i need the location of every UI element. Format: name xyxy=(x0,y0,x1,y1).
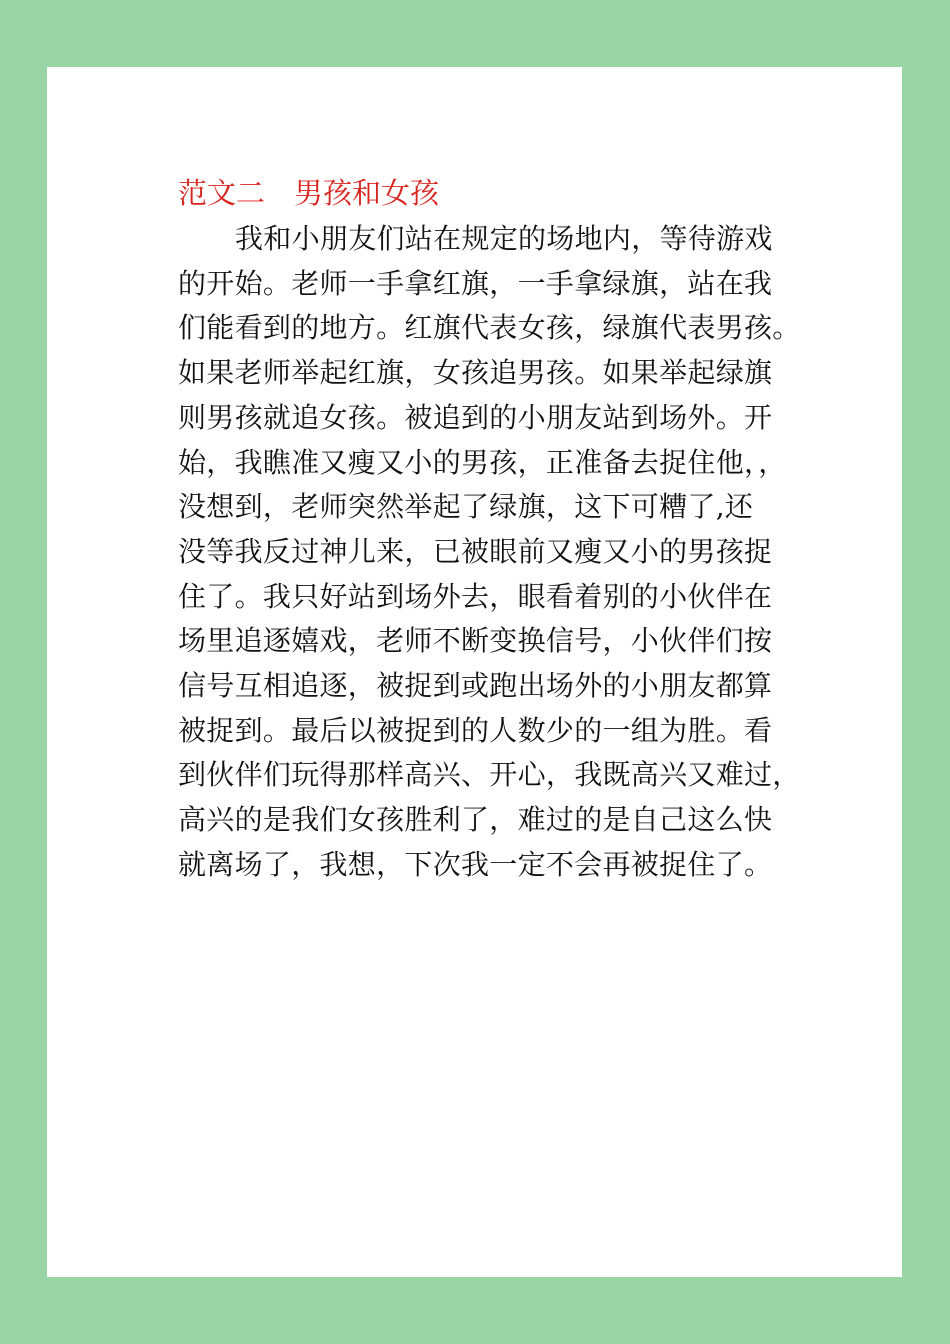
essay-line: 我和小朋友们站在规定的场地内，等待游戏 xyxy=(235,222,773,255)
essay-title: 范文二 男孩和女孩 xyxy=(178,176,440,210)
essay-body xyxy=(178,217,801,888)
paper-page xyxy=(47,67,902,1277)
essay-line: 信号互相追逐，被捉到或跑出场外的小朋友都算 xyxy=(178,669,773,703)
essay-line: 场里追逐嬉戏，老师不断变换信号，小伙伴们按 xyxy=(178,624,773,658)
essay-line: 们能看到的地方。红旗代表女孩，绿旗代表男孩。 xyxy=(178,311,801,345)
essay-line: 住了。我只好站到场外去，眼看着别的小伙伴在 xyxy=(178,579,773,613)
essay-line: 则男孩就追女孩。被追到的小朋友站到场外。开 xyxy=(178,400,773,434)
essay-line: 的开始。老师一手拿红旗，一手拿绿旗，站在我 xyxy=(178,266,773,300)
essay-line: 始，我瞧准又瘦又小的男孩，正准备去捉住他，， xyxy=(178,445,787,479)
essay-line: 如果老师举起红旗，女孩追男孩。如果举起绿旗 xyxy=(178,356,773,390)
essay-line: 被捉到。最后以被捉到的人数少的一组为胜。看 xyxy=(178,713,773,747)
essay-line: 到伙伴们玩得那样高兴、开心，我既高兴又难过， xyxy=(178,758,801,792)
essay-line: 没等我反过神儿来，已被眼前又瘦又小的男孩捉 xyxy=(178,534,773,568)
essay-line: 就离场了，我想，下次我一定不会再被捉住了。 xyxy=(178,847,773,881)
essay-line: 没想到，老师突然举起了绿旗，这下可糟了,还 xyxy=(178,490,754,524)
essay-line: 高兴的是我们女孩胜利了，难过的是自己这么快 xyxy=(178,803,773,837)
